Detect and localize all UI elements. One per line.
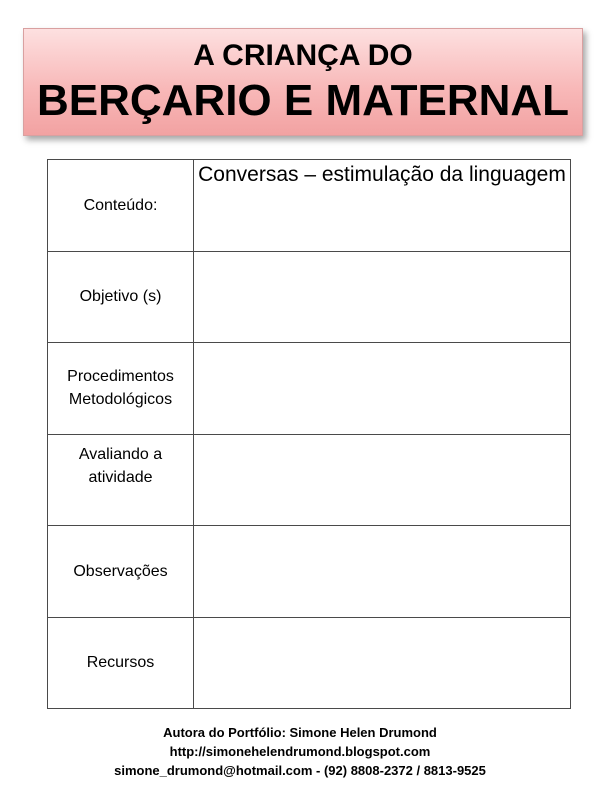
table-row	[48, 434, 571, 526]
footer-author: Autora do Portfólio: Simone Helen Drumond	[163, 725, 437, 740]
row-label-avaliando: Avaliando a atividade	[48, 434, 194, 526]
table-row	[48, 343, 571, 435]
footer	[0, 723, 600, 780]
footer-contact: simone_drumond@hotmail.com - (92) 8808-2372 / 8813-9525	[114, 763, 486, 778]
row-label-objetivo: Objetivo (s)	[48, 251, 194, 343]
table-row	[48, 617, 571, 709]
row-value-objetivo	[194, 251, 571, 343]
row-value-procedimentos	[194, 343, 571, 435]
title-banner	[23, 28, 583, 136]
table-row	[48, 526, 571, 618]
table-row	[48, 251, 571, 343]
lesson-plan-table	[47, 159, 571, 709]
row-label-recursos: Recursos	[48, 617, 194, 709]
title-line-1: A CRIANÇA DO	[193, 39, 413, 72]
title-line-2: BERÇARIO E MATERNAL	[36, 76, 570, 125]
row-value-avaliando	[194, 434, 571, 526]
row-label-observacoes: Observações	[48, 526, 194, 618]
footer-blog-url: http://simonehelendrumond.blogspot.com	[169, 744, 431, 759]
row-label-conteudo: Conteúdo:	[48, 160, 194, 252]
row-value-observacoes	[194, 526, 571, 618]
row-label-procedimentos: Procedimentos Metodológicos	[48, 343, 194, 435]
row-value-recursos	[194, 617, 571, 709]
table-row	[48, 160, 571, 252]
row-value-conteudo: Conversas – estimulação da linguagem	[194, 160, 571, 252]
